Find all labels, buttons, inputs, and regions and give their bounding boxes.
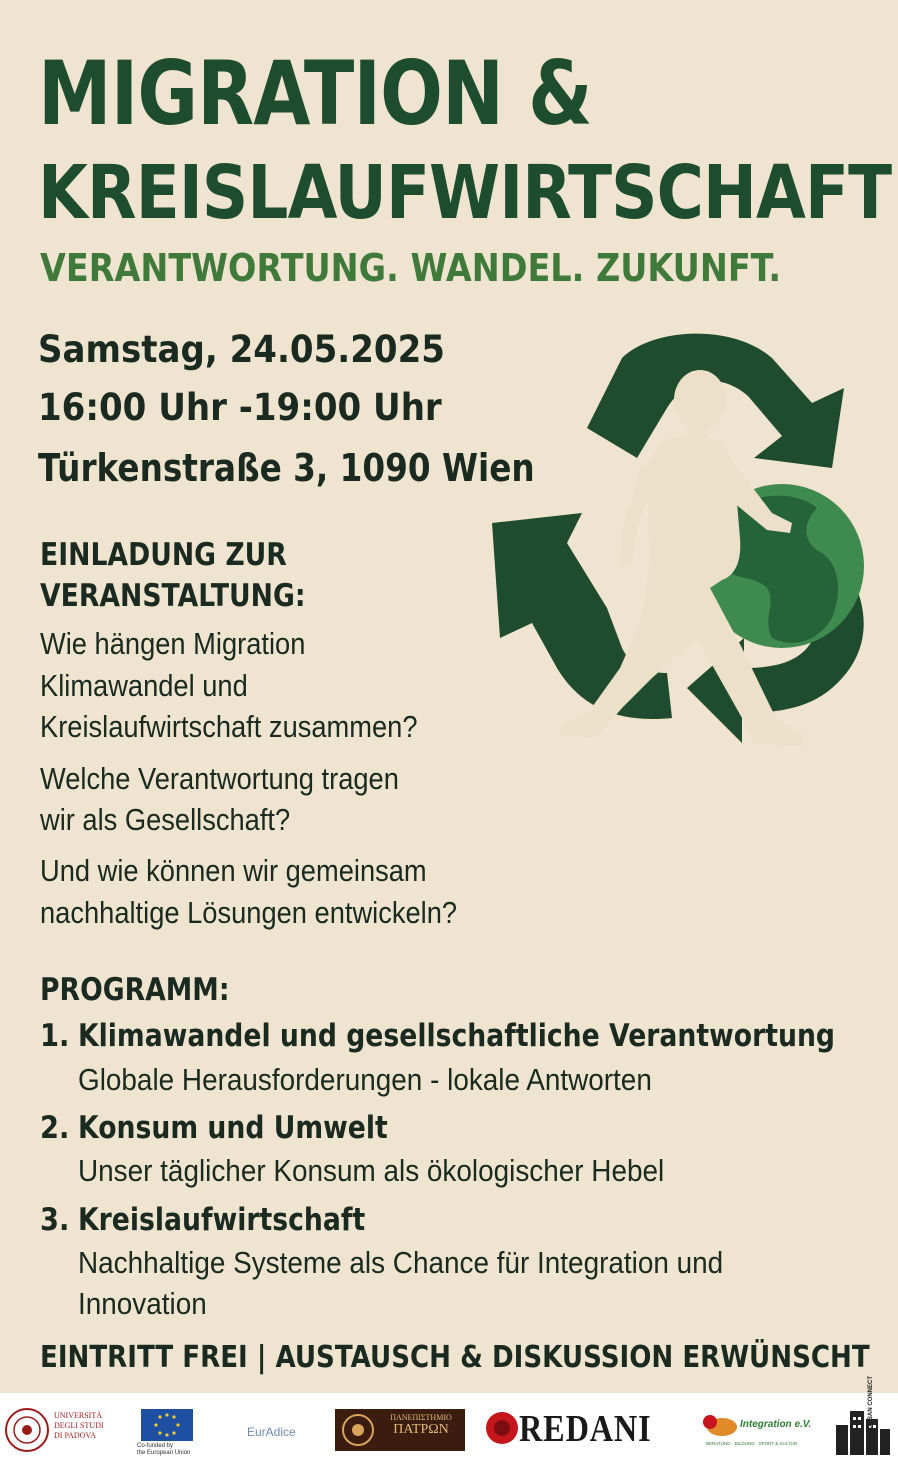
urban-connect-logo [832,1376,894,1465]
program-item-title: Klimawandel und gesellschaftliche Verantwortung [78,1018,836,1054]
padova-text: UNIVERSITÀ [54,1411,102,1420]
program-item-number: 3. [40,1202,70,1238]
eu-flag-icon [141,1409,193,1441]
question-line: Und wie können wir gemeinsam [40,853,427,888]
program-item-title: Konsum und Umwelt [78,1110,388,1146]
partner-logos [0,1376,898,1473]
urban-connect-text: URBAN CONNECT [868,1376,874,1429]
university-seal-icon [4,1407,50,1453]
event-time: 16:00 Uhr -19:00 Uhr [38,386,442,429]
integration-text: Integration e.V. [740,1419,812,1430]
patron-logo [335,1409,465,1451]
program-item-subtitle: Innovation [78,1286,207,1321]
eu-logo [137,1405,199,1457]
invitation-heading-line-1: EINLADUNG ZUR [40,537,287,573]
tagline: VERANTWORTUNG. WANDEL. ZUKUNFT. [40,246,782,290]
question-line: Welche Verantwortung tragen [40,761,399,796]
title-line-2: KREISLAUFWIRTSCHAFT [38,150,892,236]
program-item-subtitle: Nachhaltige Systeme als Chance für Integration und [78,1245,724,1280]
padova-logo [4,1405,104,1457]
recycle-arrows-icon [472,318,896,788]
program-heading: PROGRAMM: [40,972,230,1008]
padova-text: DEGLI STUDI [54,1421,104,1430]
program-item-number: 2. [40,1110,70,1146]
city-buildings-icon [832,1399,892,1461]
redani-logo [485,1405,681,1457]
integration-subtext: BERATUNG · BILDUNG · SPORT & KULTUR [706,1441,798,1446]
redani-text: REDANI [519,1408,652,1450]
patron-text: ΠΑΝΕΠΙΣΤΗΜΙΟ [390,1413,452,1422]
program-item-subtitle: Globale Herausforderungen - lokale Antworten [78,1062,652,1097]
euradice-text: EurAdice [247,1425,296,1439]
university-seal-icon [341,1413,375,1447]
invitation-heading-line-2: VERANSTALTUNG: [40,578,306,614]
program-item-title: Kreislaufwirtschaft [78,1202,366,1238]
integration-logo [702,1405,820,1457]
eu-text: Co-funded by [137,1443,174,1449]
title-line-1: MIGRATION & [38,42,592,145]
padova-text: DI PADOVA [54,1431,97,1440]
eu-text: the European Union [137,1450,191,1456]
lion-icon [702,1413,738,1439]
entry-info: EINTRITT FREI | AUSTAUSCH & DISKUSSION ERWÜNSCHT [40,1340,870,1375]
program-item-number: 1. [40,1018,70,1054]
euradice-logo [243,1405,313,1457]
question-line: wir als Gesellschaft? [40,802,291,837]
event-date: Samstag, 24.05.2025 [38,328,445,371]
rose-icon [485,1411,519,1445]
question-line: Klimawandel und [40,668,248,703]
question-line: nachhaltige Lösungen entwickeln? [40,895,458,930]
event-address: Türkenstraße 3, 1090 Wien [38,446,535,490]
patron-text: ΠΑΤΡΩΝ [393,1422,449,1437]
question-line: Kreislaufwirtschaft zusammen? [40,709,418,744]
program-item-subtitle: Unser täglicher Konsum als ökologischer Hebel [78,1153,665,1188]
question-line: Wie hängen Migration [40,626,306,661]
